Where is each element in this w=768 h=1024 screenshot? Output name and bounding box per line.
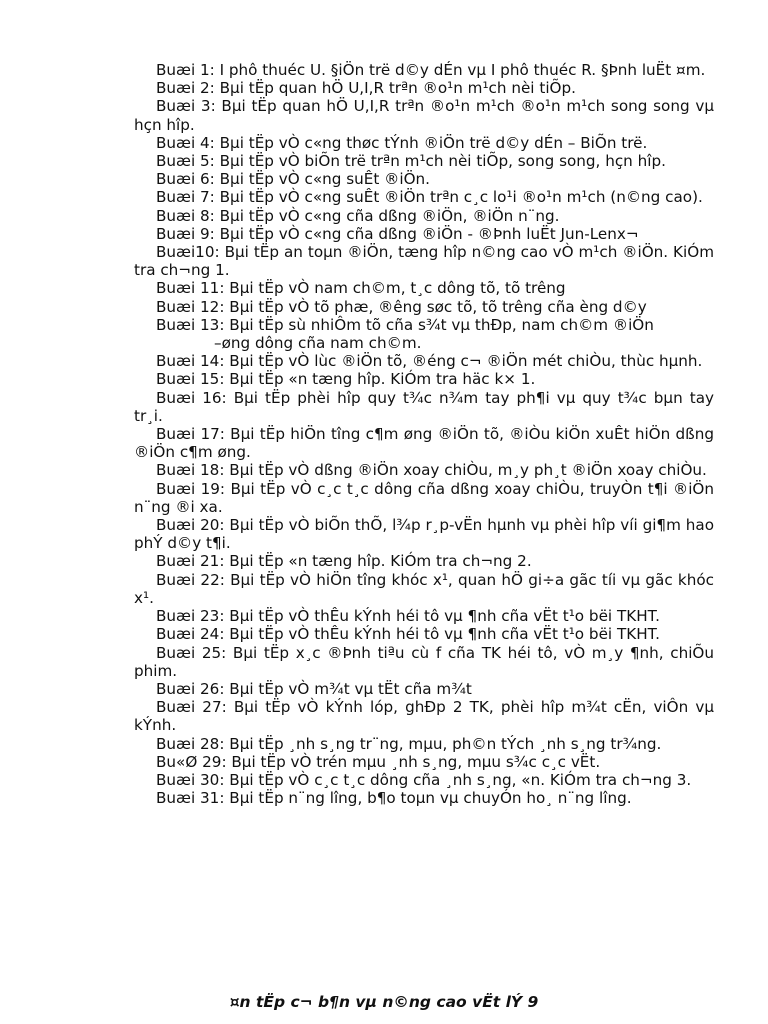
lesson-line: Buæi 8: Bµi tËp vÒ c«ng cña dßng ®iÖn, ®iÖn n¨ng. — [156, 206, 560, 225]
lesson-line: Buæi 30: Bµi tËp vÒ c¸c t¸c dông cña ¸nh s¸ng, «n. KiÓm tra ch¬ng 3. — [156, 770, 692, 789]
page-footer: ¤n tËp c¬ b¶n vµ n©ng cao vËt lÝ 9 — [229, 993, 539, 1011]
lesson-line: Buæi 22: Bµi tËp vÒ hiÖn tîng khóc x¹, quan hÖ gi÷a gãc tíi vµ gãc khóc x¹. — [134, 570, 714, 607]
lesson-line: Buæi 16: Bµi tËp phèi hîp quy t¾c n¾m tay ph¶i vµ quy t¾c bµn tay tr¸i. — [134, 388, 714, 425]
lesson-line: Bu«Ø 29: Bµi tËp vÒ trén mµu ¸nh s¸ng, mµu s¾c c¸c vËt. — [156, 752, 601, 771]
lesson-line: Buæi 15: Bµi tËp «n tæng hîp. KiÓm tra häc k× 1. — [156, 370, 536, 389]
lesson-line: Buæi 17: Bµi tËp hiÖn tîng c¶m øng ®iÖn tõ, ®iÒu kiÖn xuÊt hiÖn dßng ®iÖn c¶m øng. — [134, 425, 714, 462]
lesson-line: Buæi 28: Bµi tËp ¸nh s¸ng tr¨ng, mµu, ph©n tÝch ¸nh s¸ng tr¾ng. — [156, 734, 662, 753]
lesson-line: Buæi 2: Bµi tËp quan hÖ U,I,R trªn ®o¹n m¹ch nèi tiÕp. — [156, 79, 576, 98]
lesson-line: Buæi 5: Bµi tËp vÒ biÕn trë trªn m¹ch nèi tiÕp, song song, hçn hîp. — [156, 152, 666, 171]
lesson-line: Buæi 24: Bµi tËp vÒ thÊu kÝnh héi tô vµ ¶nh cña vËt t¹o bëi TKHT. — [156, 625, 660, 644]
lesson-line: Buæi 3: Bµi tËp quan hÖ U,I,R trªn ®o¹n m¹ch ®o¹n m¹ch song song vµ hçn hîp. — [134, 97, 714, 134]
lesson-line: Buæi 23: Bµi tËp vÒ thÊu kÝnh héi tô vµ ¶nh cña vËt t¹o bëi TKHT. — [156, 607, 660, 626]
lesson-line: Buæi 6: Bµi tËp vÒ c«ng suÊt ®iÖn. — [156, 170, 430, 189]
lesson-line: Buæi 25: Bµi tËp x¸c ®Þnh tiªu cù f cña TK héi tô, vÒ m¸y ¶nh, chiÕu phim. — [134, 643, 714, 680]
lesson-line: Buæi 31: Bµi tËp n¨ng lîng, b¶o toµn vµ chuyÓn ho¸ n¨ng lîng. — [156, 789, 632, 808]
lesson-line-continued: –øng dông cña nam ch©m. — [214, 334, 422, 353]
lesson-line: Buæi 18: Bµi tËp vÒ dßng ®iÖn xoay chiÒu, m¸y ph¸t ®iÖn xoay chiÒu. — [156, 461, 707, 480]
lesson-line: Buæi 7: Bµi tËp vÒ c«ng suÊt ®iÖn trªn c¸c lo¹i ®o¹n m¹ch (n©ng cao). — [156, 188, 703, 207]
lesson-line: Buæi 27: Bµi tËp vÒ kÝnh lóp, ghÐp 2 TK, phèi hîp m¾t cËn, viÔn vµ kÝnh. — [134, 698, 714, 735]
lesson-line: Buæi10: Bµi tËp an toµn ®iÖn, tæng hîp n©ng cao vÒ m¹ch ®iÖn. KiÓm tra ch¬ng 1. — [134, 243, 714, 280]
lesson-line: Buæi 11: Bµi tËp vÒ nam ch©m, t¸c dông tõ, tõ trêng — [156, 279, 566, 298]
lesson-line: Buæi 21: Bµi tËp «n tæng hîp. KiÓm tra ch¬ng 2. — [156, 552, 532, 571]
lesson-line: Buæi 26: Bµi tËp vÒ m¾t vµ tËt cña m¾t — [156, 679, 472, 698]
lesson-line: Buæi 9: Bµi tËp vÒ c«ng cña dßng ®iÖn - ®Þnh luËt Jun-Lenx¬ — [156, 224, 639, 243]
lesson-line: Buæi 13: Bµi tËp sù nhiÔm tõ cña s¾t vµ thÐp, nam ch©m ®iÖn — [156, 315, 654, 334]
lesson-line: Buæi 14: Bµi tËp vÒ lùc ®iÖn tõ, ®éng c¬ ®iÖn mét chiÒu, thùc hµnh. — [156, 352, 703, 371]
lesson-line: Buæi 19: Bµi tËp vÒ c¸c t¸c dông cña dßng xoay chiÒu, truyÒn t¶i ®iÖn n¨ng ®i xa. — [134, 479, 714, 516]
lesson-line: Buæi 12: Bµi tËp vÒ tõ phæ, ®êng søc tõ, tõ trêng cña èng d©y — [156, 297, 647, 316]
lesson-line: Buæi 1: I phô thuéc U. §iÖn trë d©y dÉn vµ I phô thuéc R. §Þnh luËt ¤m. — [156, 61, 706, 79]
lesson-line: Buæi 4: Bµi tËp vÒ c«ng thøc tÝnh ®iÖn trë d©y dÉn – BiÕn trë. — [156, 133, 648, 152]
lesson-list — [134, 61, 714, 807]
lesson-line: Buæi 20: Bµi tËp vÒ biÕn thÕ, l¾p r¸p-vËn hµnh vµ phèi hîp víi gi¶m hao phÝ d©y t¶i. — [134, 516, 714, 553]
